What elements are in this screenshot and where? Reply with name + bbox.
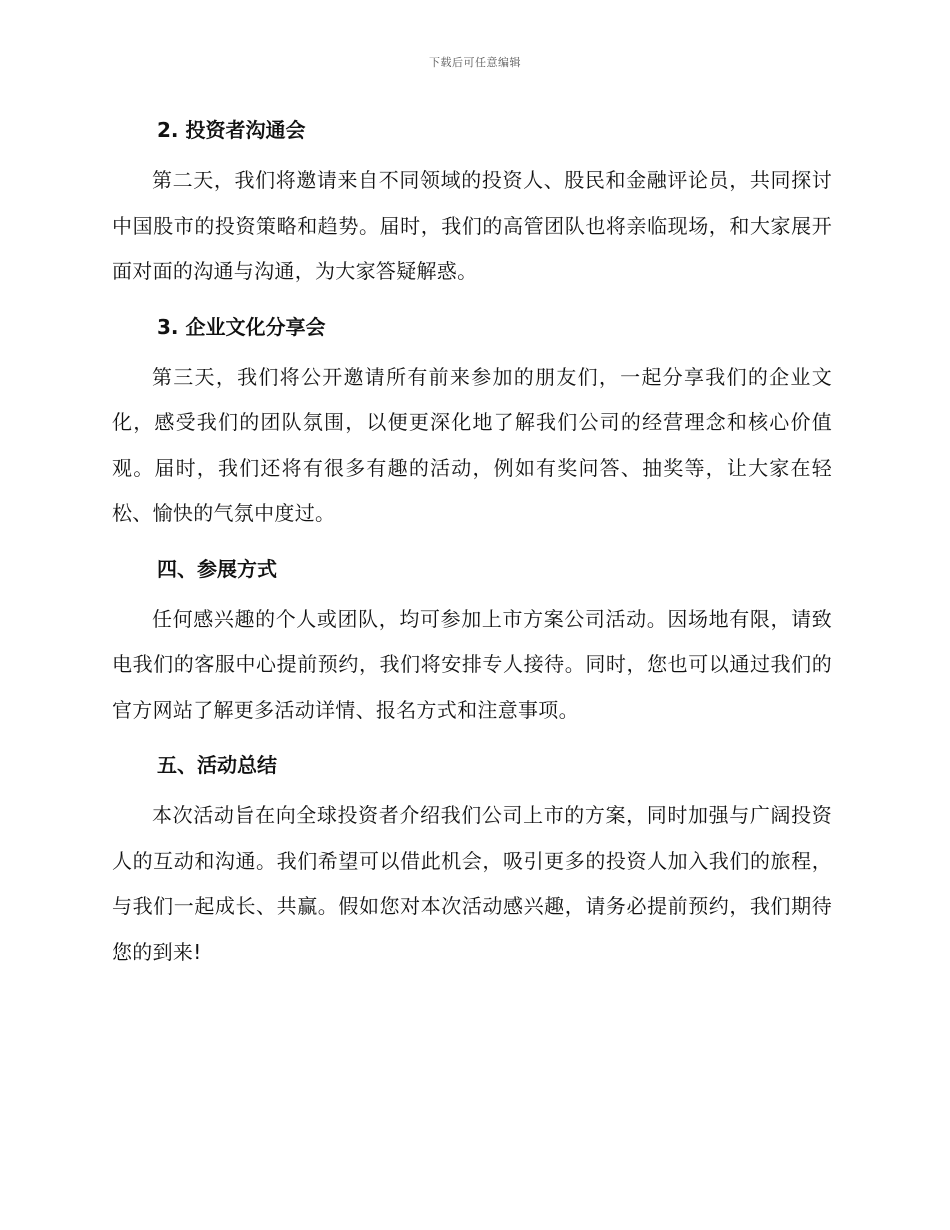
section-paragraph-culture-sharing: 第三天，我们将公开邀请所有前来参加的朋友们，一起分享我们的企业文化，感受我们的团队氛围，以便更深化地了解我们公司的经营理念和核心价值观。届时，我们还将有很多有趣的活动，例如有奖问答、抽奖等，让大家在轻松、愉快的气氛中度过。: [112, 364, 832, 525]
section-paragraph-investor-meeting: 第二天，我们将邀请来自不同领域的投资人、股民和金融评论员，共同探讨中国股市的投资策略和趋势。届时，我们的高管团队也将亲临现场，和大家展开面对面的沟通与沟通，为大家答疑解惑。: [112, 168, 832, 283]
section-heading-culture-sharing: 3. 企业文化分享会: [157, 314, 326, 339]
section-heading-summary: 五、活动总结: [157, 753, 277, 777]
section-heading-investor-meeting: 2. 投资者沟通会: [157, 118, 306, 142]
section-paragraph-participation: 任何感兴趣的个人或团队，均可参加上市方案公司活动。因场地有限，请致电我们的客服中心提前预约，我们将安排专人接待。同时，您也可以通过我们的官方网站了解更多活动详情、报名方式和注意事项。: [112, 606, 832, 722]
section-paragraph-summary: 本次活动旨在向全球投资者介绍我们公司上市的方案，同时加强与广阔投资人的互动和沟通。我们希望可以借此机会，吸引更多的投资人加入我们的旅程，与我们一起成长、共赢。假如您对本次活动感兴趣，请务必提前预约，我们期待您的到来!: [112, 803, 832, 964]
page-header-note: 下载后可任意编辑: [429, 56, 521, 69]
document-body: [112, 110, 832, 975]
section-heading-participation: 四、参展方式: [157, 556, 277, 581]
